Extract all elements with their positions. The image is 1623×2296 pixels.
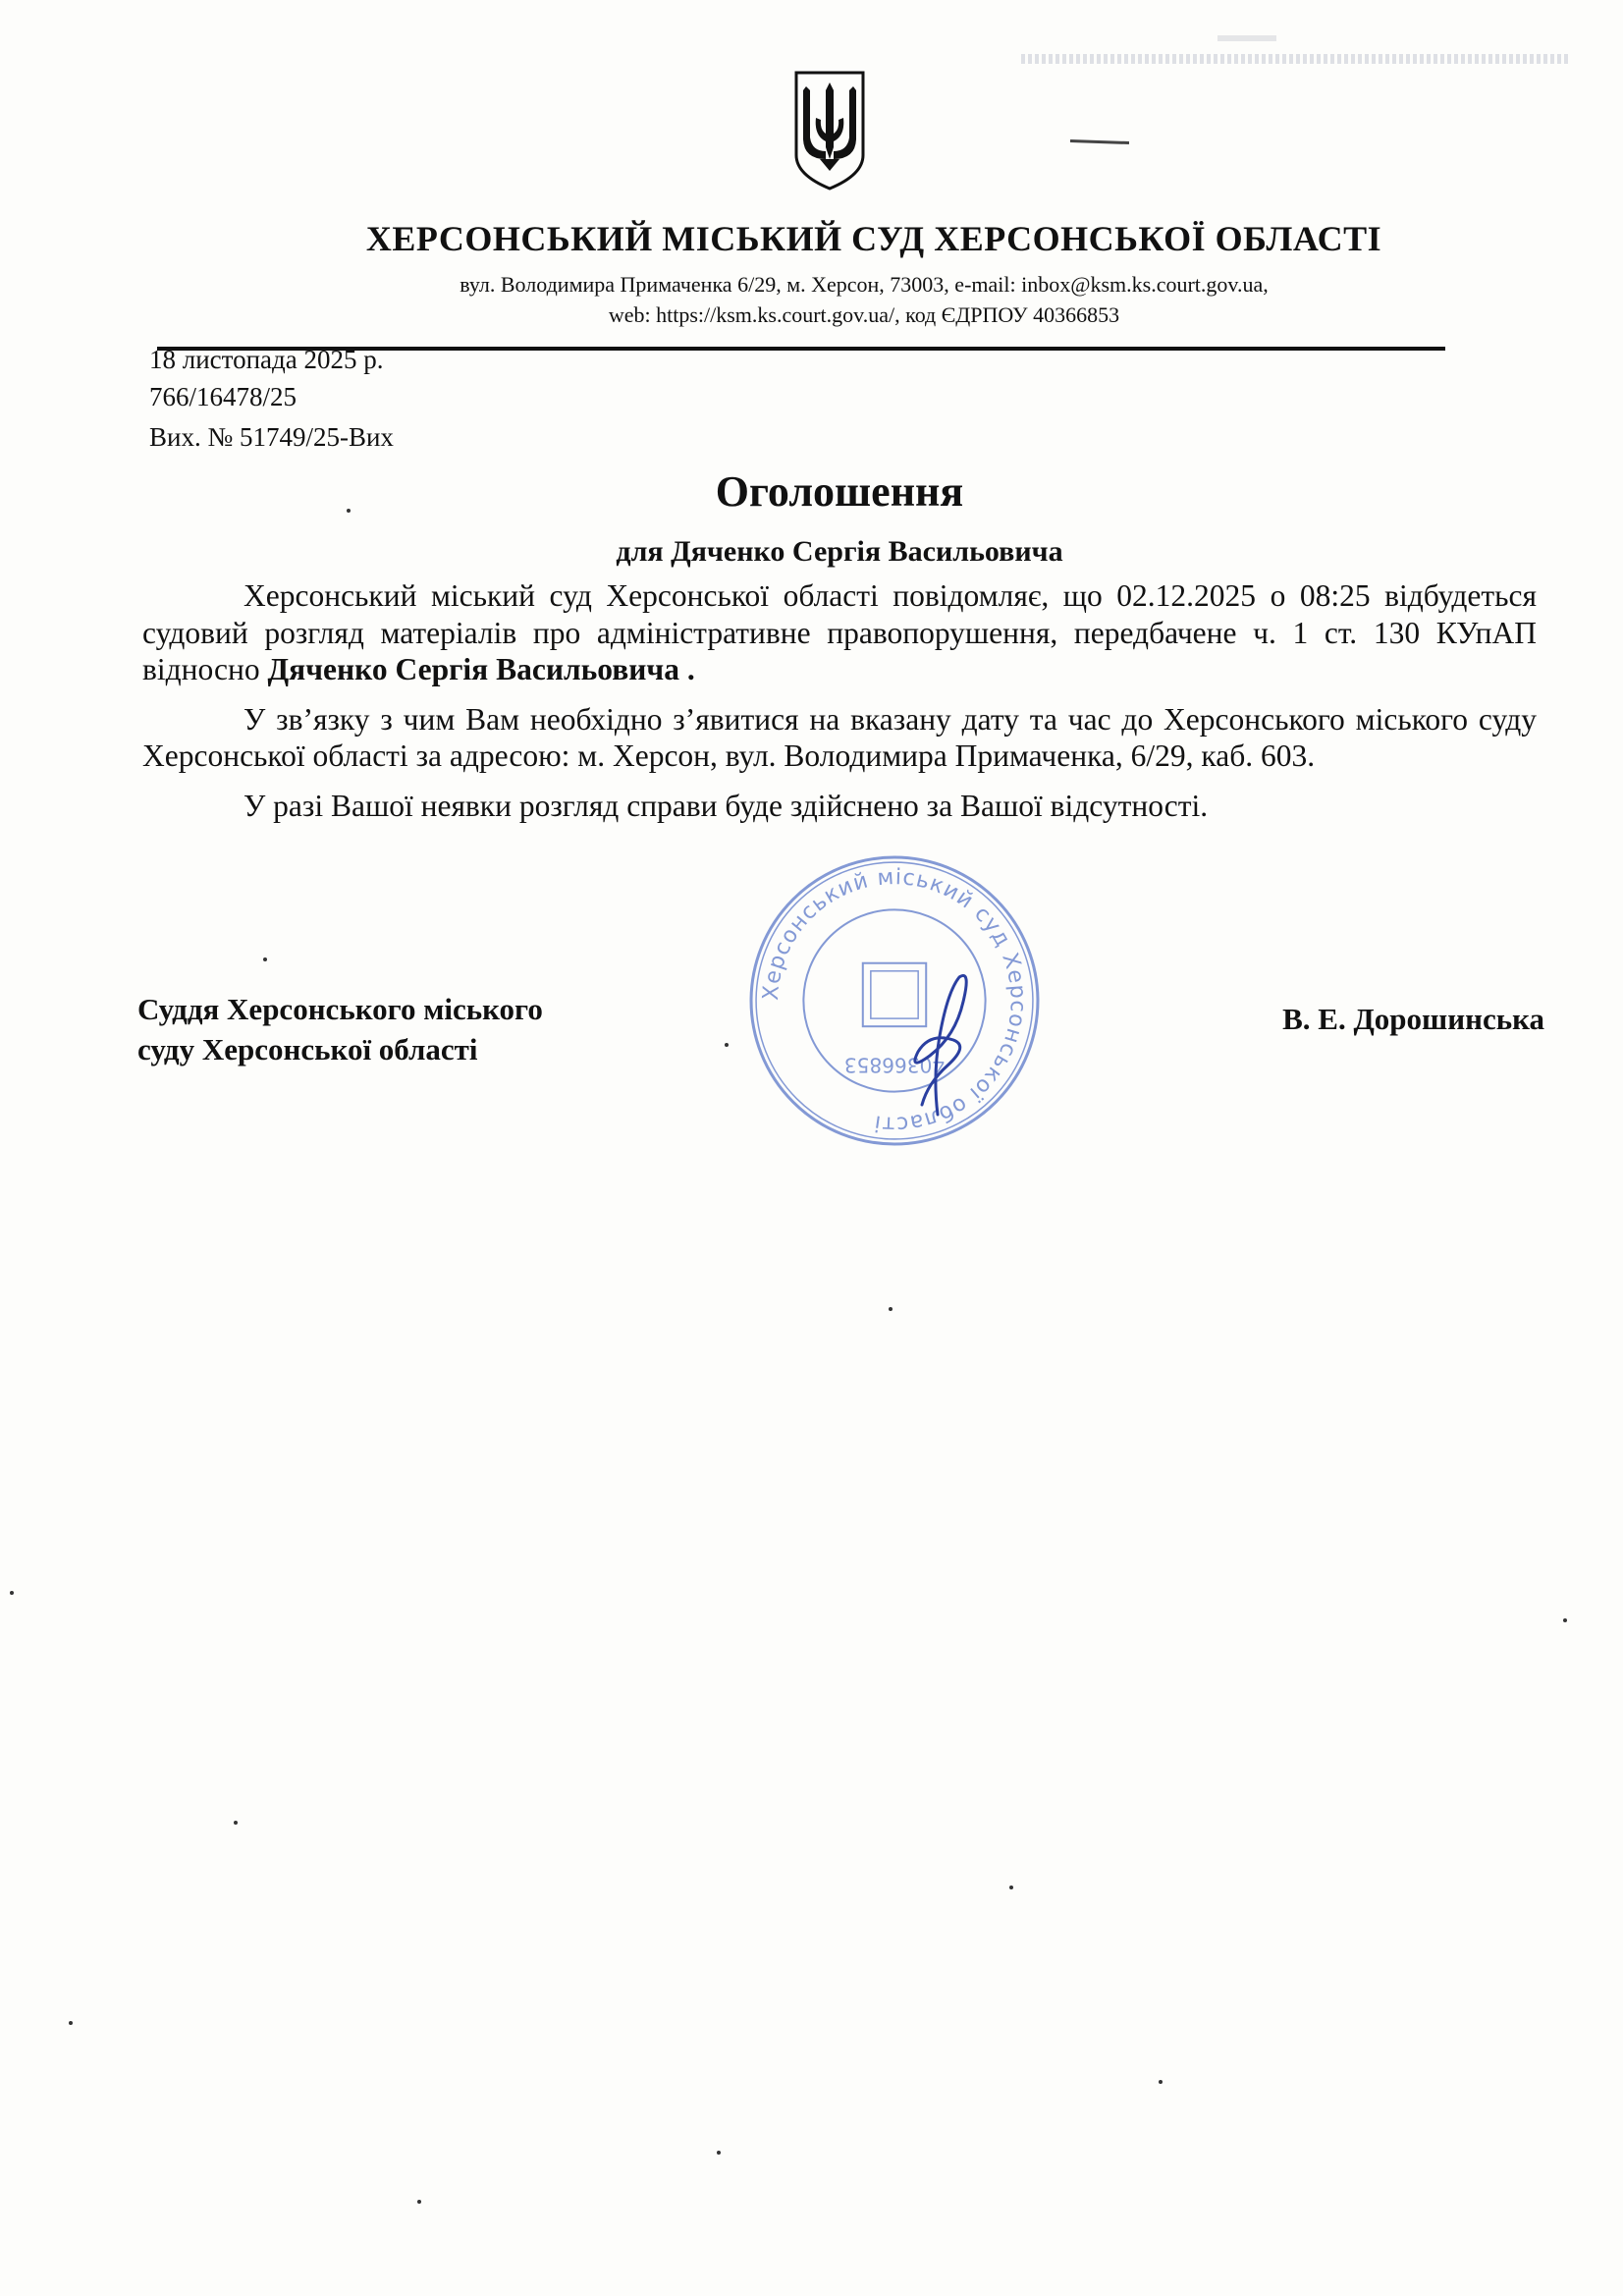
scan-speck: [717, 2151, 721, 2155]
judge-signature: [879, 957, 987, 1124]
court-name: ХЕРСОНСЬКИЙ МІСЬКИЙ СУД ХЕРСОНСЬКОЇ ОБЛАСТІ: [365, 219, 1382, 258]
case-number: 766/16478/25: [149, 382, 298, 411]
court-web-code: web: https://ksm.ks.court.gov.ua/, код ЄДРПОУ 40366853: [608, 302, 1120, 327]
document-date: 18 листопада 2025 р.: [149, 345, 384, 374]
scan-speck: [889, 1307, 893, 1311]
scan-speck: [347, 509, 351, 513]
scan-artifact: [1070, 139, 1129, 144]
announcement-addressee: для Дяченко Сергія Васильовича: [616, 535, 1063, 568]
scan-artifact: [1217, 35, 1276, 41]
scan-speck: [69, 2021, 73, 2025]
scan-speck: [1159, 2080, 1163, 2084]
scan-speck: [1563, 1618, 1567, 1622]
judge-name: В. Е. Дорошинська: [1282, 1002, 1544, 1036]
scan-speck: [725, 1043, 729, 1047]
judge-position: Суддя Херсонського міського суду Херсонської області: [137, 992, 543, 1066]
ukraine-trident-icon: [790, 69, 869, 191]
paragraph-hearing: Херсонський міський суд Херсонської області повідомляє, що 02.12.2025 о 08:25 відбудеться судовий розгляд матеріалів про адміністративне правопорушення, передбачене ч. 1 ст. 130 КУпАП відносно Дяченко Сергія Васильовича .: [142, 578, 1537, 686]
scan-artifact: [1021, 54, 1571, 64]
scan-speck: [1009, 1886, 1013, 1889]
court-address: вул. Володимира Примаченка 6/29, м. Херсон, 73003, e-mail: inbox@ksm.ks.court.gov.ua,: [460, 272, 1269, 297]
scan-speck: [10, 1591, 14, 1595]
scan-speck: [263, 957, 267, 961]
stamp-outer-text: Херсонський міський суд Херсонської області: [757, 863, 1031, 1138]
paragraph-absence: У разі Вашої неявки розгляд справи буде здійснено за Вашої відсутності.: [243, 788, 1209, 823]
stamp-code: 40366853: [843, 1053, 946, 1077]
scan-speck: [234, 1821, 238, 1825]
paragraph-appearance: У зв’язку з чим Вам необхідно з’явитися на вказану дату та час до Херсонського міського суду Херсонської області за адресою: м. Херсон, вул. Володимира Примаченка, 6/29, каб. 603.: [142, 701, 1537, 773]
announcement-title: Оголошення: [715, 467, 964, 516]
announcement-body: [142, 577, 1537, 837]
defendant-name: Дяченко Сергія Васильовича: [267, 652, 679, 686]
scan-speck: [417, 2200, 421, 2204]
outgoing-number: Вих. № 51749/25-Вих: [149, 422, 394, 452]
